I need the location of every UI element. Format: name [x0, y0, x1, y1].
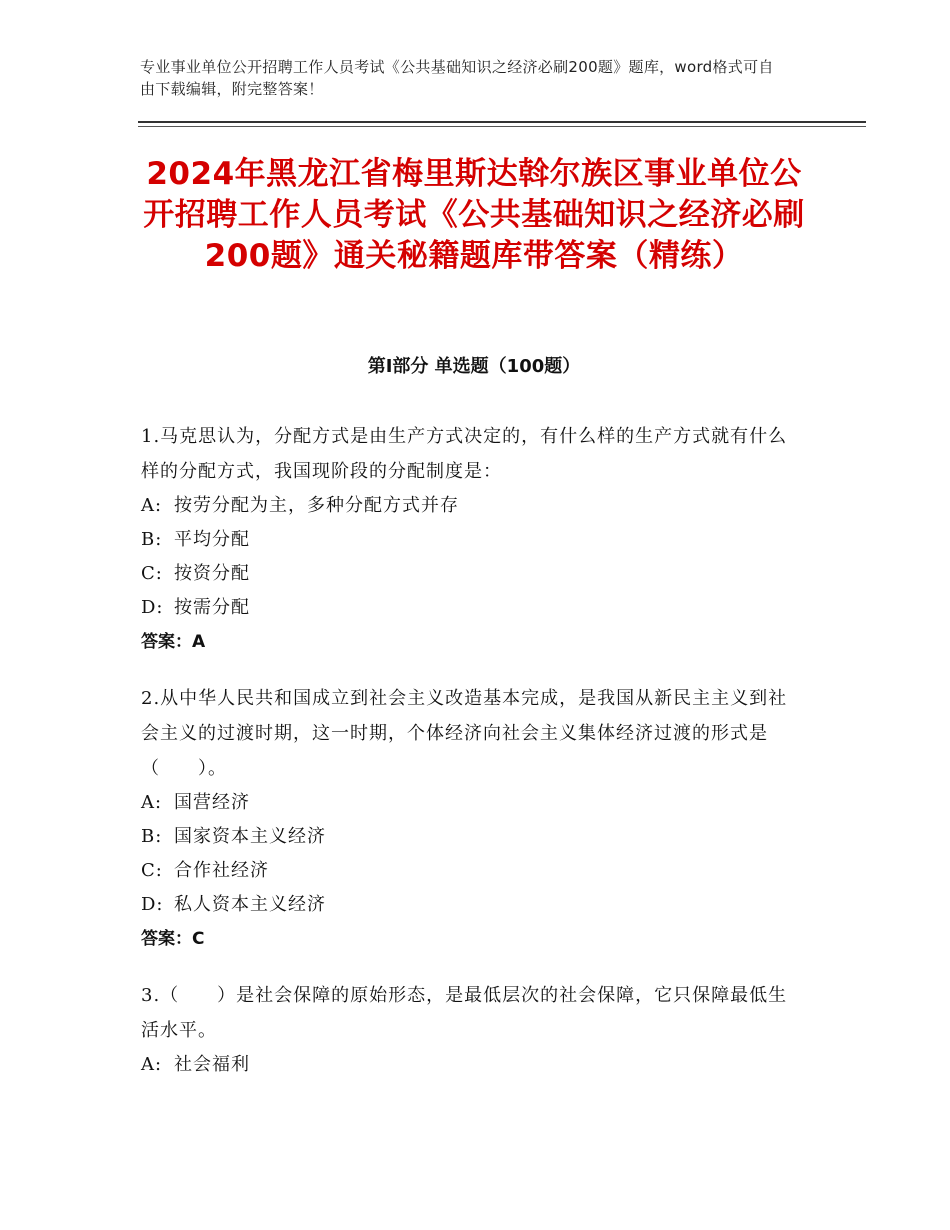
question-1	[141, 419, 801, 659]
option-key: B:	[141, 826, 163, 847]
question-stem: 2.从中华人民共和国成立到社会主义改造基本完成，是我国从新民主主义到社会主义的过渡时期，这一时期，个体经济向社会主义集体经济过渡的形式是（ ）。	[141, 688, 788, 779]
option-d	[141, 888, 801, 922]
option-key: C:	[141, 563, 163, 584]
option-text: 私人资本主义经济	[174, 894, 326, 915]
question-stem: 1.马克思认为，分配方式是由生产方式决定的，有什么样的生产方式就有什么样的分配方式，我国现阶段的分配制度是：	[141, 426, 788, 482]
option-text: 按劳分配为主，多种分配方式并存	[174, 495, 459, 516]
answer-label: 答案：C	[141, 929, 205, 949]
option-d	[141, 591, 801, 625]
header-divider-thick	[138, 121, 866, 123]
header-divider-thin	[138, 126, 866, 127]
option-key: A:	[141, 495, 163, 516]
option-text: 按需分配	[174, 597, 250, 618]
document-title: 2024年黑龙江省梅里斯达斡尔族区事业单位公开招聘工作人员考试《公共基础知识之经济必刷200题》通关秘籍题库带答案（精练）	[143, 156, 805, 274]
option-a	[141, 786, 801, 820]
option-c	[141, 854, 801, 888]
answer-label: 答案：A	[141, 632, 206, 652]
option-a	[141, 1048, 801, 1082]
question-3	[141, 978, 801, 1082]
option-text: 合作社经济	[174, 860, 269, 881]
question-stem: 3.（ ）是社会保障的原始形态，是最低层次的社会保障，它只保障最低生活水平。	[141, 985, 788, 1041]
option-text: 国家资本主义经济	[174, 826, 326, 847]
option-key: B:	[141, 529, 163, 550]
option-text: 国营经济	[174, 792, 250, 813]
option-a	[141, 489, 801, 523]
option-key: A:	[141, 792, 163, 813]
section-title: 第Ⅰ部分 单选题（100题）	[367, 356, 581, 377]
option-key: D:	[141, 597, 164, 618]
option-b	[141, 820, 801, 854]
question-list	[141, 419, 801, 1104]
option-text: 平均分配	[174, 529, 250, 550]
page-header-note: 专业事业单位公开招聘工作人员考试《公共基础知识之经济必刷200题》题库，word格式可自由下载编辑，附完整答案！	[140, 58, 774, 98]
option-key: C:	[141, 860, 163, 881]
option-b	[141, 523, 801, 557]
option-text: 社会福利	[174, 1054, 250, 1075]
question-2	[141, 681, 801, 956]
option-key: A:	[141, 1054, 163, 1075]
option-key: D:	[141, 894, 164, 915]
option-c	[141, 557, 801, 591]
option-text: 按资分配	[174, 563, 250, 584]
